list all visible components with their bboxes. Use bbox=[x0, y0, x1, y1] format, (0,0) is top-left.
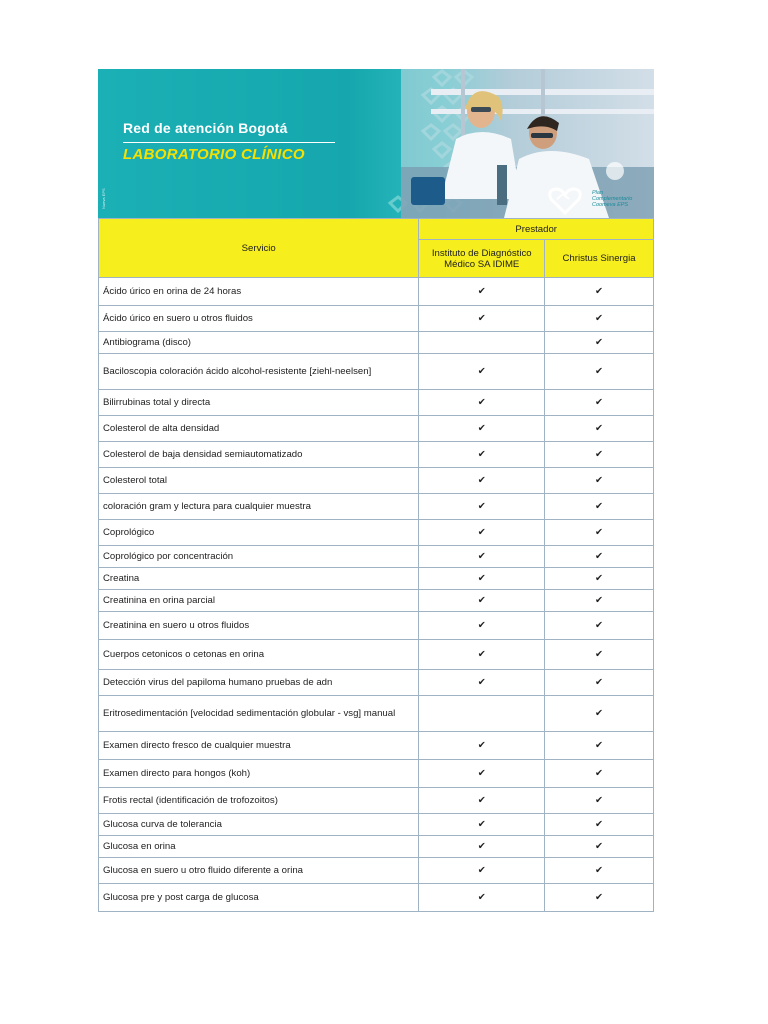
table-row bbox=[99, 520, 654, 546]
table-row bbox=[99, 670, 654, 696]
service-name: Detección virus del papiloma humano pruebas de adn bbox=[99, 670, 419, 696]
service-name: Glucosa en suero u otro fluido diferente a orina bbox=[99, 858, 419, 884]
service-name: Examen directo para hongos (koh) bbox=[99, 760, 419, 788]
availability-christus bbox=[545, 884, 654, 912]
check-icon: ✔ bbox=[595, 819, 604, 830]
check-icon: ✔ bbox=[477, 841, 486, 852]
availability-idime bbox=[419, 590, 545, 612]
check-icon: ✔ bbox=[477, 366, 486, 377]
table-row bbox=[99, 278, 654, 306]
table-row bbox=[99, 612, 654, 640]
availability-christus bbox=[545, 732, 654, 760]
table-row bbox=[99, 306, 654, 332]
availability-christus bbox=[545, 354, 654, 390]
table-row bbox=[99, 590, 654, 612]
header-banner bbox=[98, 69, 654, 218]
check-icon: ✔ bbox=[595, 865, 604, 876]
check-icon: ✔ bbox=[595, 397, 604, 408]
availability-idime bbox=[419, 836, 545, 858]
availability-idime bbox=[419, 760, 545, 788]
check-icon: ✔ bbox=[595, 551, 604, 562]
availability-christus bbox=[545, 858, 654, 884]
check-icon: ✔ bbox=[477, 573, 486, 584]
availability-christus bbox=[545, 494, 654, 520]
availability-idime bbox=[419, 640, 545, 670]
availability-christus bbox=[545, 836, 654, 858]
availability-idime bbox=[419, 568, 545, 590]
service-name: Frotis rectal (identificación de trofozoitos) bbox=[99, 788, 419, 814]
check-icon: ✔ bbox=[595, 620, 604, 631]
header-provider: Prestador bbox=[419, 219, 654, 240]
availability-idime bbox=[419, 546, 545, 568]
service-name: Cuerpos cetonicos o cetonas en orina bbox=[99, 640, 419, 670]
service-name: Colesterol de baja densidad semiautomatizado bbox=[99, 442, 419, 468]
table-row bbox=[99, 836, 654, 858]
table-row bbox=[99, 416, 654, 442]
availability-christus bbox=[545, 468, 654, 494]
table-row bbox=[99, 640, 654, 670]
table-row bbox=[99, 332, 654, 354]
check-icon: ✔ bbox=[595, 708, 604, 719]
availability-christus bbox=[545, 520, 654, 546]
side-logo-text: Nueva EPS bbox=[101, 188, 106, 209]
availability-christus bbox=[545, 612, 654, 640]
plan-logo-text: Plan Complementario Coomeva EPS bbox=[592, 190, 633, 208]
check-icon: ✔ bbox=[595, 423, 604, 434]
service-name: Creatinina en orina parcial bbox=[99, 590, 419, 612]
plan-logo-icon bbox=[547, 186, 583, 216]
check-icon: ✔ bbox=[595, 740, 604, 751]
availability-christus bbox=[545, 696, 654, 732]
availability-christus bbox=[545, 416, 654, 442]
check-icon: ✔ bbox=[595, 677, 604, 688]
check-icon: ✔ bbox=[595, 795, 604, 806]
header-provider-idime: Instituto de Diagnóstico Médico SA IDIME bbox=[419, 240, 545, 278]
service-name: Ácido úrico en suero u otros fluidos bbox=[99, 306, 419, 332]
availability-christus bbox=[545, 442, 654, 468]
availability-idime bbox=[419, 416, 545, 442]
header-provider-christus: Christus Sinergia bbox=[545, 240, 654, 278]
service-name: Bilirrubinas total y directa bbox=[99, 390, 419, 416]
check-icon: ✔ bbox=[595, 313, 604, 324]
check-icon: ✔ bbox=[477, 740, 486, 751]
service-name: Coprológico por concentración bbox=[99, 546, 419, 568]
check-icon: ✔ bbox=[477, 313, 486, 324]
availability-idime bbox=[419, 814, 545, 836]
availability-christus bbox=[545, 640, 654, 670]
availability-idime bbox=[419, 612, 545, 640]
table-row bbox=[99, 760, 654, 788]
availability-christus bbox=[545, 546, 654, 568]
check-icon: ✔ bbox=[595, 286, 604, 297]
availability-christus bbox=[545, 390, 654, 416]
check-icon: ✔ bbox=[477, 449, 486, 460]
header-service: Servicio bbox=[99, 219, 419, 278]
availability-christus bbox=[545, 306, 654, 332]
service-name: Eritrosedimentación [velocidad sedimentación globular - vsg] manual bbox=[99, 696, 419, 732]
check-icon: ✔ bbox=[595, 892, 604, 903]
banner-divider bbox=[123, 142, 335, 143]
check-icon: ✔ bbox=[595, 449, 604, 460]
service-name: Coprológico bbox=[99, 520, 419, 546]
table-row bbox=[99, 788, 654, 814]
check-icon: ✔ bbox=[595, 337, 604, 348]
service-name: Glucosa en orina bbox=[99, 836, 419, 858]
banner-subtitle: LABORATORIO CLÍNICO bbox=[123, 146, 305, 163]
table-row bbox=[99, 354, 654, 390]
check-icon: ✔ bbox=[477, 475, 486, 486]
availability-christus bbox=[545, 814, 654, 836]
check-icon: ✔ bbox=[595, 649, 604, 660]
services-table bbox=[98, 218, 654, 912]
check-icon: ✔ bbox=[595, 366, 604, 377]
check-icon: ✔ bbox=[595, 573, 604, 584]
check-icon: ✔ bbox=[477, 649, 486, 660]
table-row bbox=[99, 858, 654, 884]
document-page bbox=[98, 69, 654, 912]
service-name: Examen directo fresco de cualquier muestra bbox=[99, 732, 419, 760]
availability-christus bbox=[545, 788, 654, 814]
table-row bbox=[99, 732, 654, 760]
availability-idime bbox=[419, 306, 545, 332]
check-icon: ✔ bbox=[595, 501, 604, 512]
check-icon: ✔ bbox=[595, 768, 604, 779]
service-name: Glucosa pre y post carga de glucosa bbox=[99, 884, 419, 912]
availability-christus bbox=[545, 568, 654, 590]
availability-christus bbox=[545, 278, 654, 306]
service-name: Glucosa curva de tolerancia bbox=[99, 814, 419, 836]
availability-idime bbox=[419, 670, 545, 696]
check-icon: ✔ bbox=[477, 397, 486, 408]
check-icon: ✔ bbox=[477, 865, 486, 876]
availability-idime bbox=[419, 494, 545, 520]
availability-christus bbox=[545, 670, 654, 696]
service-name: Ácido úrico en orina de 24 horas bbox=[99, 278, 419, 306]
availability-idime bbox=[419, 442, 545, 468]
service-name: Antibiograma (disco) bbox=[99, 332, 419, 354]
check-icon: ✔ bbox=[477, 501, 486, 512]
check-icon: ✔ bbox=[595, 527, 604, 538]
check-icon: ✔ bbox=[477, 286, 486, 297]
table-row bbox=[99, 442, 654, 468]
check-icon: ✔ bbox=[595, 475, 604, 486]
availability-idime bbox=[419, 732, 545, 760]
check-icon: ✔ bbox=[477, 677, 486, 688]
table-row bbox=[99, 814, 654, 836]
availability-idime bbox=[419, 468, 545, 494]
service-name: coloración gram y lectura para cualquier muestra bbox=[99, 494, 419, 520]
table-row bbox=[99, 696, 654, 732]
availability-idime bbox=[419, 696, 545, 732]
table-row bbox=[99, 546, 654, 568]
availability-idime bbox=[419, 354, 545, 390]
service-name: Colesterol de alta densidad bbox=[99, 416, 419, 442]
table-row bbox=[99, 468, 654, 494]
availability-idime bbox=[419, 858, 545, 884]
check-icon: ✔ bbox=[477, 423, 486, 434]
table-row bbox=[99, 494, 654, 520]
service-name: Creatina bbox=[99, 568, 419, 590]
banner-title: Red de atención Bogotá bbox=[123, 120, 288, 136]
table-row bbox=[99, 884, 654, 912]
availability-idime bbox=[419, 520, 545, 546]
check-icon: ✔ bbox=[477, 595, 486, 606]
check-icon: ✔ bbox=[477, 551, 486, 562]
service-name: Baciloscopia coloración ácido alcohol-resistente [ziehl-neelsen] bbox=[99, 354, 419, 390]
availability-idime bbox=[419, 390, 545, 416]
availability-idime bbox=[419, 884, 545, 912]
check-icon: ✔ bbox=[595, 595, 604, 606]
check-icon: ✔ bbox=[477, 819, 486, 830]
availability-idime bbox=[419, 788, 545, 814]
check-icon: ✔ bbox=[595, 841, 604, 852]
table-row bbox=[99, 568, 654, 590]
table-row bbox=[99, 390, 654, 416]
check-icon: ✔ bbox=[477, 892, 486, 903]
availability-idime bbox=[419, 278, 545, 306]
availability-idime bbox=[419, 332, 545, 354]
check-icon: ✔ bbox=[477, 527, 486, 538]
check-icon: ✔ bbox=[477, 795, 486, 806]
check-icon: ✔ bbox=[477, 620, 486, 631]
service-name: Creatinina en suero u otros fluidos bbox=[99, 612, 419, 640]
service-name: Colesterol total bbox=[99, 468, 419, 494]
check-icon: ✔ bbox=[477, 768, 486, 779]
availability-christus bbox=[545, 332, 654, 354]
availability-christus bbox=[545, 760, 654, 788]
availability-christus bbox=[545, 590, 654, 612]
